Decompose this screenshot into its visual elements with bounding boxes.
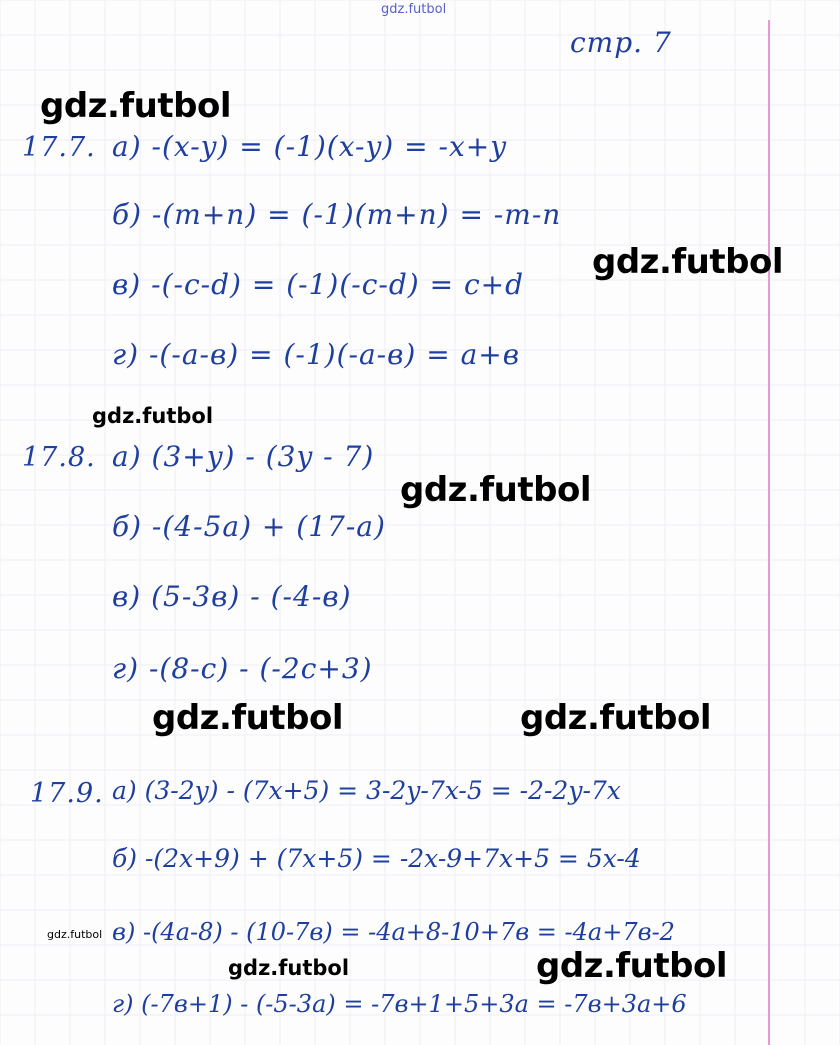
problem-number-17-8: 17.8. <box>22 442 96 473</box>
solution-line: б) -(m+n) = (-1)(m+n) = -m-n <box>112 198 562 231</box>
solution-line: а) (3-2y) - (7x+5) = 3-2y-7x-5 = -2-2y-7x <box>112 776 621 805</box>
solution-line: в) -(4a-8) - (10-7в) = -4a+8-10+7в = -4a+7в-2 <box>112 918 675 946</box>
problem-number-17-7: 17.7. <box>22 132 96 163</box>
solution-line: а) (3+y) - (3y - 7) <box>112 440 375 473</box>
watermark: gdz.futbol <box>592 242 783 282</box>
watermark: gdz.futbol <box>152 698 343 738</box>
solution-line: а) -(x-y) = (-1)(x-y) = -x+y <box>112 130 508 163</box>
watermark: gdz.futbol <box>400 470 591 510</box>
watermark: gdz.futbol <box>228 956 350 980</box>
margin-line <box>768 20 770 1045</box>
problem-number-17-9: 17.9. <box>30 778 104 809</box>
solution-line: б) -(4-5a) + (17-a) <box>112 510 386 543</box>
solution-line: г) (-7в+1) - (-5-3a) = -7в+1+5+3a = -7в+3a+6 <box>112 990 687 1018</box>
watermark: gdz.futbol <box>47 928 103 941</box>
page-number: стр. 7 <box>570 26 672 59</box>
solution-line: в) (5-3в) - (-4-в) <box>112 580 352 613</box>
solution-line: в) -(-c-d) = (-1)(-c-d) = c+d <box>112 268 525 301</box>
watermark: gdz.futbol <box>92 404 214 428</box>
solution-line: б) -(2x+9) + (7x+5) = -2x-9+7x+5 = 5x-4 <box>112 844 641 873</box>
watermark: gdz.futbol <box>40 86 231 126</box>
watermark: gdz.futbol <box>536 946 727 986</box>
watermark: gdz.futbol <box>520 698 711 738</box>
solution-line: г) -(8-c) - (-2c+3) <box>112 652 373 685</box>
header-watermark: gdz.futbol <box>381 2 447 17</box>
solution-line: г) -(-a-в) = (-1)(-a-в) = a+в <box>112 338 521 371</box>
